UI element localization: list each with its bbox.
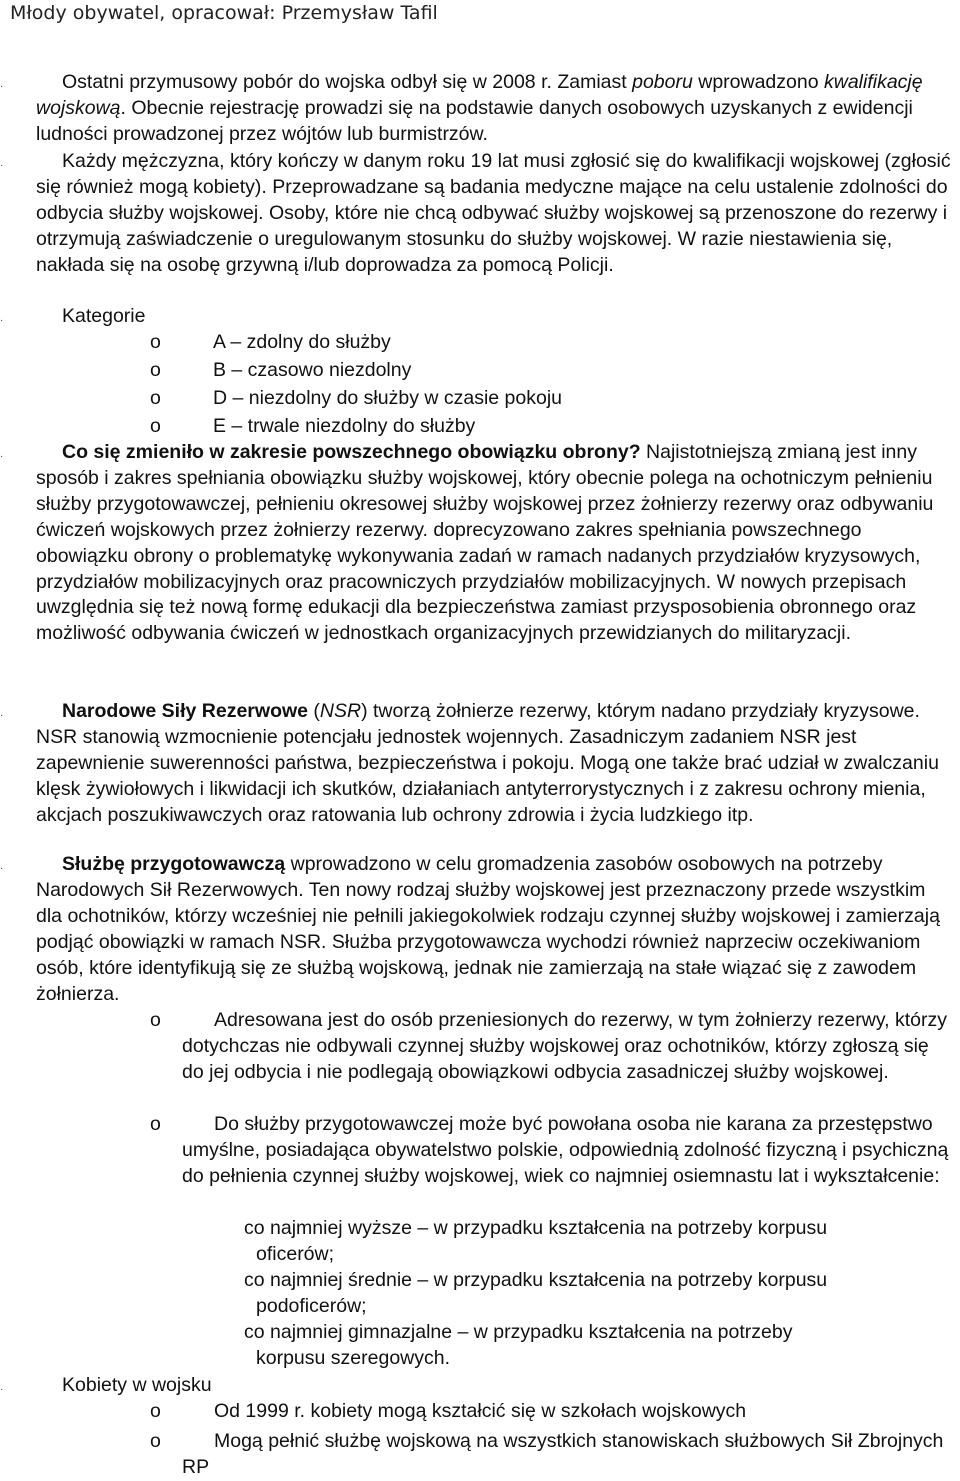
requirement-line: podoficerów; (256, 1294, 367, 1317)
bullet-marker: · (0, 863, 4, 874)
requirement-line: korpusu szeregowych. (256, 1346, 451, 1369)
paragraph-defense-duty (36, 440, 956, 647)
requirement-text (244, 1268, 904, 1320)
women-title: Kobiety w wojsku (62, 1374, 212, 1396)
category-label: B – czasowo niezdolny (213, 359, 412, 381)
categories-title: Kategorie (62, 305, 146, 327)
circle-bullet-icon: o (150, 1430, 161, 1452)
requirement-text (244, 1216, 904, 1268)
italic-term: kwalifikację wojskową (36, 71, 923, 119)
italic-term: poboru (632, 71, 693, 93)
circle-bullet-icon: o (150, 1009, 161, 1031)
women-item-text: Mogą pełnić służbę wojskową na wszystkich stanowiskach służbowych Sił Zbrojnych RP (182, 1430, 944, 1478)
text-run: Ostatni przymusowy pobór do wojska odbył się w 2008 r. Zamiast (62, 71, 633, 93)
bold-heading: Służbę przygotowawczą (62, 853, 286, 875)
category-label: D – niezdolny do służby w czasie pokoju (213, 387, 563, 409)
page-header: Młody obywatel, opracował: Przemysław Tafil (10, 2, 438, 24)
circle-bullet-icon: o (150, 415, 161, 437)
requirement-line: co najmniej gimnazjalne – w przypadku kształcenia na potrzeby (244, 1321, 793, 1343)
circle-bullet-icon: o (150, 387, 161, 409)
circle-bullet-icon: o (150, 359, 161, 381)
bullet-marker: · (0, 1384, 4, 1395)
sub-item-text: Do służby przygotowawczej może być powołana osoba nie karana za przestępstwo umyślne, posiadająca obywatelstwo polskie, odpowiednią zdolność fizyczną i psychiczną do pełnienia czynnej służby wojskowej, wiek co najmniej osiemnastu lat i wykształcenie: (182, 1113, 949, 1187)
requirement-line: co najmniej wyższe – w przypadku kształcenia na potrzeby korpusu (244, 1217, 828, 1239)
text-run: ) tworzą żołnierze rezerwy, którym nadano przydziały kryzysowe. NSR stanowią wzmocnienie potencjału jednostek wojennych. Zasadniczym zadaniem NSR jest zapewnienie suwerenności państwa, bezpieczeństwa i pokoju. Mogą one także brać udział w zwalczaniu klęsk żywiołowych i likwidacji ich skutków, działaniach antyterrorystycznych i z zakresu ochrony mienia, akcjach poszukiwawczych oraz ratowania lub ochrony zdrowia i życia ludzkiego itp. (36, 700, 939, 826)
bold-heading: Narodowe Siły Rezerwowe (62, 700, 308, 722)
requirement-text (244, 1320, 904, 1372)
sub-item-text: Adresowana jest do osób przeniesionych do rezerwy, w tym żołnierzy rezerwy, którzy dotychczas nie odbywali czynnej służby wojskowej oraz ochotników, którzy zgłoszą się do jej odbycia i nie podlegają obowiązkowi odbycia zasadniczej służby wojskowej. (182, 1009, 947, 1083)
circle-bullet-icon: o (150, 1113, 161, 1135)
bullet-marker: · (0, 451, 4, 462)
text-run: . Obecnie rejestrację prowadzi się na podstawie danych osobowych uzyskanych z ewidencji ludności prowadzonej przez wójtów lub burmistrzów. (36, 96, 913, 145)
bullet-marker: · (0, 160, 4, 171)
text-run: wprowadzono (692, 71, 824, 93)
paragraph-qualification: Każdy mężczyzna, który kończy w danym roku 19 lat musi zgłosić się do kwalifikacji wojskowej (zgłosić się również mogą kobiety). Przeprowadzane są badania medyczne mające na celu ustalenie zdolności do odbycia służby wojskowej. Osoby, które nie chcą odbywać służby wojskowej są przenoszone do rezerwy i otrzymują zaświadczenie o uregulowanym stosunku do służby wojskowej. W razie niestawienia się, nakłada się na osobę grzywną i/lub doprowadza za pomocą Policji. (36, 150, 951, 276)
paragraph-nsr (36, 699, 956, 829)
text-run: wprowadzono w celu gromadzenia zasobów osobowych na potrzeby Narodowych Sił Rezerwowych. Ten nowy rodzaj służby wojskowej jest przeznaczony przede wszystkim dla ochotników, którzy wcześniej nie pełnili jakiegokolwiek rodzaju czynnej służby wojskowej i zamierzają podjąć obowiązki w ramach NSR. Służba przygotowawcza wychodzi również naprzeciw oczekiwaniom osób, które identyfikują się ze służbą wojskową, jednak nie zamierzają na stałe wiązać się z zawodem żołnierza. (36, 853, 940, 1005)
women-item-text: Od 1999 r. kobiety mogą kształcić się w szkołach wojskowych (214, 1400, 747, 1422)
requirement-line: oficerów; (256, 1242, 335, 1265)
paragraph-preparatory-service (36, 852, 956, 1007)
category-label: E – trwale niezdolny do służby (213, 415, 476, 437)
circle-bullet-icon: o (150, 331, 161, 353)
italic-term: NSR (319, 700, 362, 722)
bold-heading: Co się zmieniło w zakresie powszechnego obowiązku obrony? (62, 441, 641, 463)
paragraph-conscription (36, 70, 956, 148)
bullet-marker: · (0, 710, 4, 721)
circle-bullet-icon: o (150, 1400, 161, 1422)
text-run: ( (308, 700, 320, 722)
text-run: Najistotniejszą zmianą jest inny sposób i zakres spełniania obowiązku służby wojskowej, który obecnie polega na ochotniczym pełnieniu służby przygotowawczej, pełnieniu okresowej służby wojskowej przez żołnierzy rezerwy oraz odbywaniu ćwiczeń wojskowych przez żołnierzy rezerwy. doprecyzowano zakres spełniania powszechnego obowiązku obrony o problematykę wykonywania zadań w ramach nadanych przydziałów kryzysowych, przydziałów mobilizacyjnych oraz pracowniczych przydziałów mobilizacyjnych. W nowych przepisach uwzględnia się też nową formę edukacji dla bezpieczeństwa zamiast przysposobienia obronnego oraz możliwość odbywania ćwiczeń w jednostkach organizacyjnych przewidzianych do militaryzacji. (36, 441, 934, 645)
category-label: A – zdolny do służby (213, 331, 391, 353)
bullet-marker: · (0, 315, 4, 326)
bullet-marker: · (0, 81, 4, 92)
requirement-line: co najmniej średnie – w przypadku kształcenia na potrzeby korpusu (244, 1269, 828, 1291)
